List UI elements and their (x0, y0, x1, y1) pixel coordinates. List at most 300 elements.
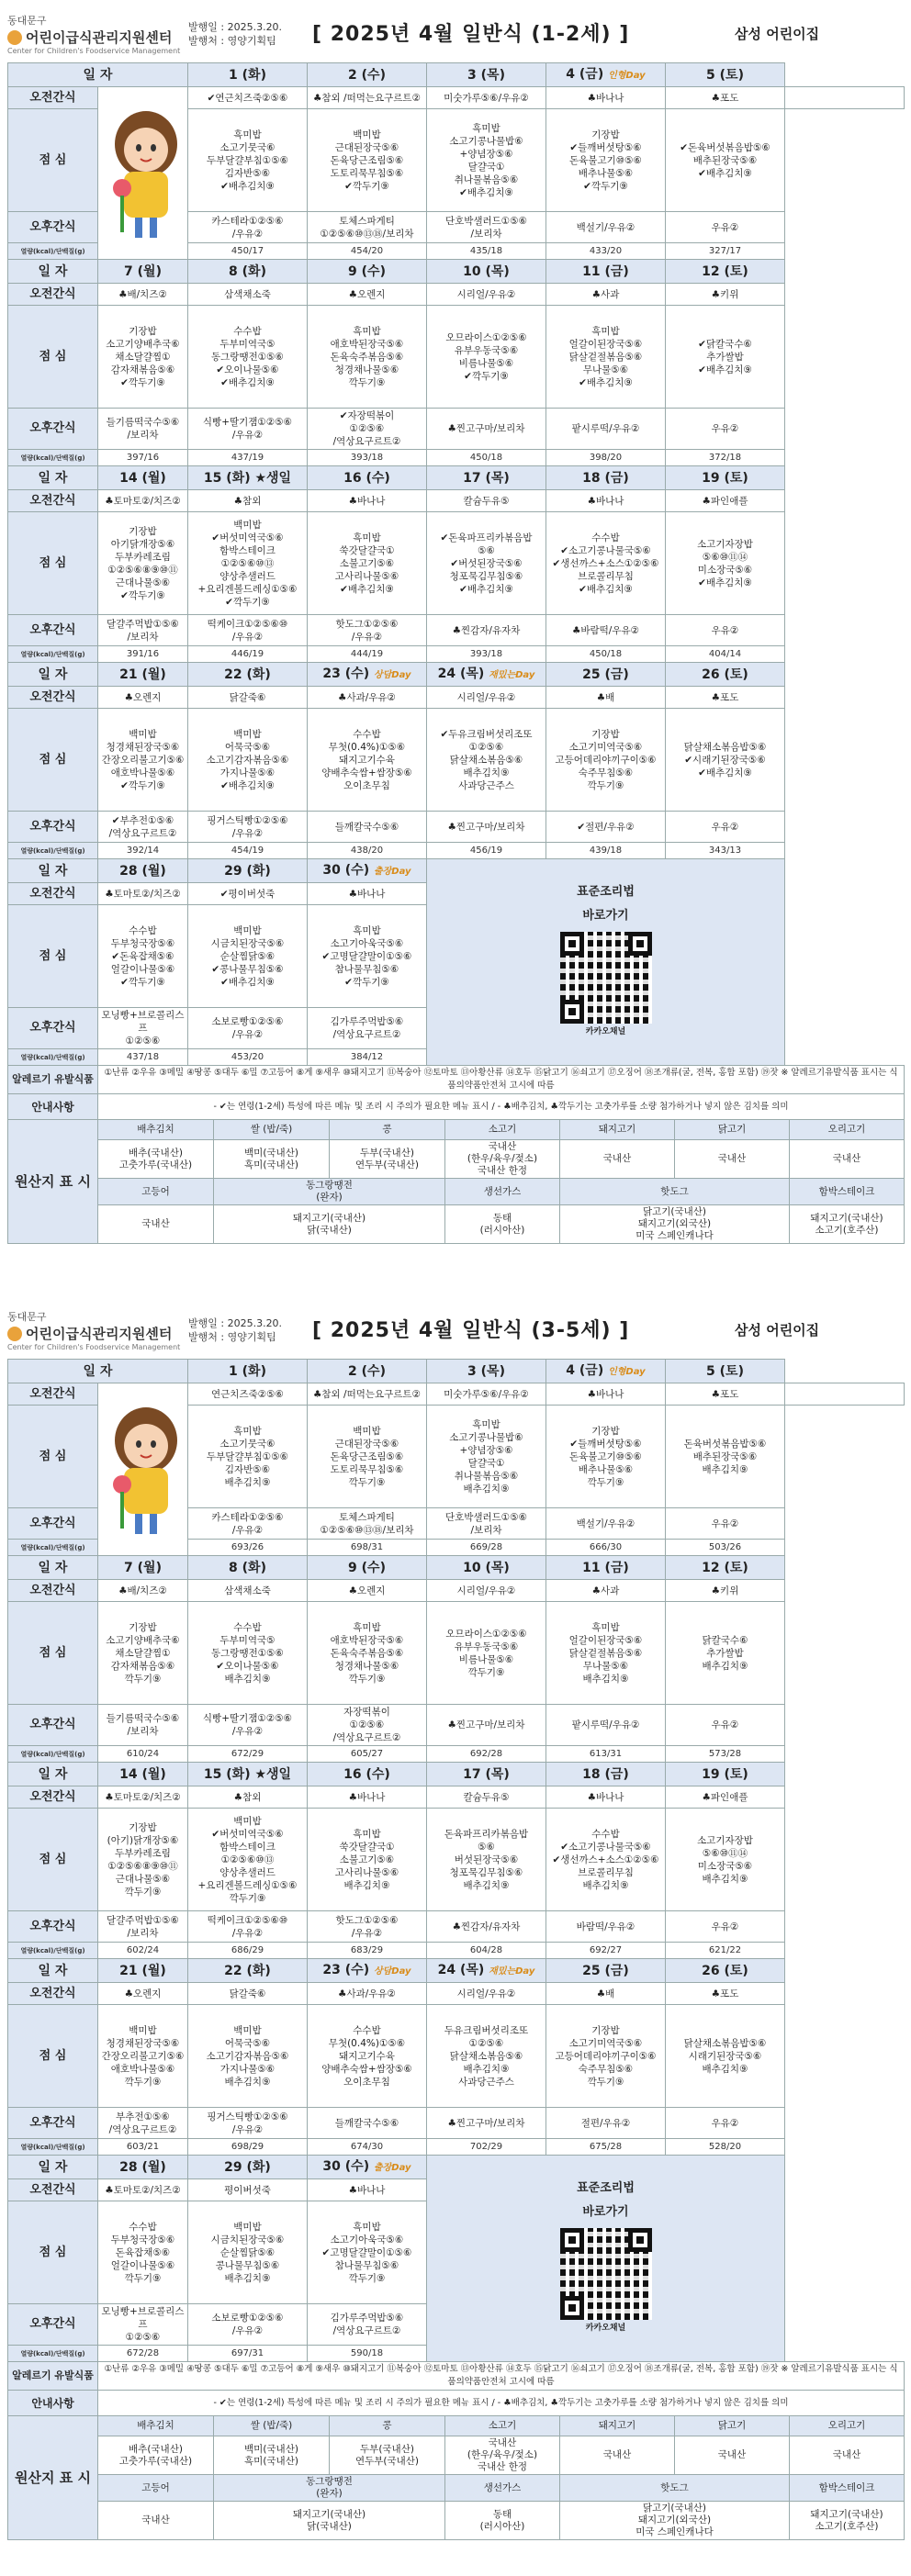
pm-snack-cell (188, 812, 308, 843)
lunch-cell (427, 306, 546, 409)
kcal-cell: 698/31 (308, 1540, 427, 1556)
menu-text: 식빵+딸기잼①②⑤⑥ /우유② (202, 417, 293, 441)
menu-text: 토체스파게티 ①②⑤⑥⑩⑬⑱/보리차 (320, 1511, 414, 1536)
date-text: 16 (수) (343, 1766, 390, 1782)
pm-snack-cell (427, 615, 546, 646)
origin-value: 국내산 (98, 2502, 214, 2540)
origin-header: 배추김치 (98, 1120, 214, 1140)
kcal-cell: 590/18 (308, 2346, 427, 2362)
menu-text: 오므라이스①②⑤⑥ 유부우동국⑤⑥ 비름나물⑤⑥ ✔깍두기⑨ (445, 331, 527, 382)
publish-info (188, 1316, 282, 1344)
pm-snack-cell (98, 812, 188, 843)
menu-text: 카스테라①②⑤⑥ /우유② (211, 215, 284, 240)
am-snack-label: 오전간식 (8, 87, 98, 109)
kcal-row (8, 450, 905, 466)
origin-header: 쌀 (밥/죽) (214, 1120, 330, 1140)
pm-snack-cell (666, 812, 785, 843)
origin-header: 오리고기 (790, 1120, 905, 1140)
menu-text: 들깨칼국수⑤⑥ (334, 2117, 399, 2129)
menu-text: 기장밥 소고기양배추국⑥ 채소달걀찜① 감자채볶음⑤⑥ 깍두기⑨ (106, 1621, 180, 1685)
kcal-cell: 435/18 (427, 243, 546, 260)
menu-text: ♣바람떡/우유② (571, 624, 640, 636)
menu-text: ♣사과/우유② (338, 691, 396, 703)
pm-snack-cell (427, 1911, 546, 1943)
date-text: 17 (목) (463, 470, 510, 486)
kcal-cell: 672/29 (188, 1746, 308, 1763)
am-snack-cell (546, 687, 666, 709)
menu-table (7, 1359, 905, 2416)
kcal-cell: 454/19 (188, 843, 308, 859)
am-snack-cell (188, 490, 308, 512)
am-snack-cell (546, 284, 666, 306)
date-cell (308, 663, 427, 687)
menu-text: 카스테라①②⑤⑥ /우유② (211, 1511, 284, 1536)
menu-text: 닭살채소볶음밥⑤⑥ 시래기된장국⑤⑥ 배추김치⑨ (683, 2037, 767, 2075)
date-row (8, 1763, 905, 1786)
pm-snack-cell (98, 2108, 188, 2139)
origin-header: 고등어 (98, 1179, 214, 1205)
am-snack-label: 오전간식 (8, 1983, 98, 2005)
pm-snack-row (8, 1911, 905, 1943)
notice-label: 안내사항 (8, 1094, 98, 1120)
am-snack-cell (98, 1983, 188, 2005)
am-snack-row (8, 687, 905, 709)
lunch-cell (188, 1406, 308, 1508)
kcal-cell: 372/18 (666, 450, 785, 466)
menu-text: 닭살채소볶음밥⑤⑥ ✔시래기된장국⑤⑥ ✔배추김치⑨ (683, 741, 767, 778)
menu-text: 닭갈죽⑥ (229, 1988, 266, 1999)
date-cell (546, 1959, 666, 1983)
menu-text: 달걀주먹밥①⑤⑥ /보리차 (107, 618, 179, 643)
lunch-cell (98, 709, 188, 812)
date-cell (98, 1959, 188, 1983)
kcal-cell: 454/20 (308, 243, 427, 260)
am-snack-cell (427, 687, 546, 709)
menu-text: ♣사과/우유② (338, 1988, 396, 1999)
date-cell (188, 2156, 308, 2179)
menu-text: 우유② (711, 1518, 739, 1529)
lunch-cell (98, 905, 188, 1008)
kcal-cell: 666/30 (546, 1540, 666, 1556)
menu-text: 흑미밥 소고기콩나물밥⑥ +양념장⑤⑥ 달걀국① 취나물볶음⑤⑥ ✔배추김치⑨ (449, 122, 523, 198)
notice-text: - ✔는 연령(1-2세) 특성에 따른 메뉴 및 조리 시 주의가 필요한 메뉴 표시 / - ♣배추김치, ♣깍두기는 고춧가루를 소량 첨가하거나 넣지 않은 김치를 의미 (98, 1094, 905, 1120)
lunch-cell (666, 2005, 785, 2108)
date-text: 28 (월) (119, 2159, 166, 2175)
menu-text: ♣배 (596, 1988, 615, 1999)
lunch-cell (546, 512, 666, 615)
date-text: 22 (화) (224, 1963, 271, 1978)
menu-text: ♣바나나 (348, 2184, 386, 2196)
origin-header: 함박스테이크 (790, 1179, 905, 1205)
kcal-cell: 621/22 (666, 1943, 785, 1959)
lunch-cell (98, 306, 188, 409)
date-text: 25 (금) (582, 1963, 629, 1978)
lunch-cell (308, 1406, 427, 1508)
date-cell (98, 859, 188, 883)
menu-text: 식빵+딸기잼①②⑤⑥ /우유② (202, 1713, 293, 1737)
menu-text: 바람떡/우유② (576, 1921, 635, 1932)
kcal-label: 열량(kcal)/단백질(g) (8, 2139, 98, 2156)
center-logo (7, 13, 182, 55)
origin-header: 돼지고기 (560, 1120, 675, 1140)
menu-text: 소고기자장밥 ⑤⑥⑩⑪⑭ 미소장국⑤⑥ ✔배추김치⑨ (697, 538, 753, 588)
origin-header: 생선가스 (445, 2475, 560, 2502)
kcal-cell: 392/14 (98, 843, 188, 859)
date-cell (98, 2156, 188, 2179)
date-text: 19 (토) (702, 470, 748, 486)
menu-text: 백미밥 근대된장국⑤⑥ 돈육당근조림⑤⑥ 도토리묵무침⑤⑥ 깍두기⑨ (330, 1425, 404, 1488)
lunch-cell (666, 306, 785, 409)
menu-text: 핫도그①②⑤⑥ /우유② (335, 618, 399, 643)
lunch-label: 점 심 (8, 2005, 98, 2108)
pm-snack-cell (666, 1705, 785, 1746)
lunch-cell (188, 1602, 308, 1705)
date-label: 일 자 (8, 663, 98, 687)
origin-value: 동태 (러시아산) (445, 2502, 560, 2540)
menu-text: 백미밥 시금치된장국⑤⑥ 순살찜닭⑤⑥ 콩나물무침⑤⑥ 배추김치⑨ (210, 2221, 285, 2284)
date-row (8, 466, 905, 490)
kcal-cell: 450/18 (546, 646, 666, 663)
date-cell (308, 859, 427, 883)
qr-code-icon[interactable] (560, 2228, 652, 2320)
origin-value: 국내산 (675, 1140, 790, 1179)
menu-text: 수수밥 무첫(0.4%)①⑤⑥ 돼지고기수육 양배추숙쌈+쌈장⑤⑥ 오이초무침 (321, 728, 412, 791)
lunch-label: 점 심 (8, 2201, 98, 2304)
menu-text: 팥시루떡/우유② (571, 423, 640, 434)
date-cell (188, 260, 308, 284)
date-cell (98, 260, 188, 284)
publisher: 발행처 : 영양기획팀 (188, 35, 276, 47)
am-snack-cell (546, 1786, 666, 1809)
date-label: 일 자 (8, 859, 98, 883)
date-cell (188, 663, 308, 687)
menu-text: ♣바나나 (587, 1388, 624, 1400)
date-row (8, 859, 905, 883)
menu-text: ♣찐고구마/보리차 (447, 423, 525, 434)
menu-text: 칼슘두유⑤ (463, 1791, 510, 1803)
pm-snack-label: 오후간식 (8, 409, 98, 450)
lunch-cell (427, 2005, 546, 2108)
am-snack-row (8, 1383, 905, 1406)
menu-text: 미숫가루⑤⑥/우유② (444, 1388, 529, 1400)
date-cell (188, 1360, 308, 1383)
origin-value: 닭고기(국내산) 돼지고기(외국산) 미국 스페인캐나다 (560, 1205, 790, 1244)
kcal-cell: 605/27 (308, 1746, 427, 1763)
origin-value: 국내산 (한우/육우/젖소) 국내산 한정 (445, 2436, 560, 2475)
kcal-label: 열량(kcal)/단백질(g) (8, 450, 98, 466)
am-snack-cell (308, 687, 427, 709)
am-snack-cell (98, 490, 188, 512)
origin-header: 배추김치 (98, 2416, 214, 2436)
am-snack-cell (308, 284, 427, 306)
menu-text: 돈육버섯볶음밥⑤⑥ 배추된장국⑤⑥ 배추김치⑨ (683, 1438, 767, 1475)
lunch-cell (546, 2005, 666, 2108)
kcal-cell: 686/29 (188, 1943, 308, 1959)
notice-label: 안내사항 (8, 2391, 98, 2416)
origin-value: 배추(국내산) 고춧가루(국내산) (98, 1140, 214, 1179)
lunch-cell (546, 1406, 666, 1508)
allergy-text: ①난류 ②우유 ③메밀 ④땅콩 ⑤대두 ⑥밀 ⑦고등어 ⑧게 ⑨새우 ⑩돼지고기 ⑪복숭아 ⑫토마토 ⑬아황산류 ⑭호두 ⑮닭고기 ⑯쇠고기 ⑰오징어 ⑱조개류(굴, 전복, 홍합 포함) ⑲잣 ※ 알레르기유발식품 표시는 식품의약품안전처 고시에 따름 (98, 2362, 905, 2391)
menu-text: ♣참외 /떠먹는요구르트② (313, 1388, 421, 1400)
date-cell (666, 1763, 785, 1786)
am-snack-cell (427, 1786, 546, 1809)
am-snack-cell (308, 490, 427, 512)
lunch-cell (188, 306, 308, 409)
menu-text: ♣참외 /떠먹는요구르트② (313, 92, 421, 104)
origin-value: 국내산 (98, 1205, 214, 1244)
date-text: 26 (토) (702, 1963, 748, 1978)
am-snack-cell (98, 284, 188, 306)
kcal-cell: 397/16 (98, 450, 188, 466)
menu-text: 칼슘두유⑤ (463, 495, 510, 507)
date-text: 29 (화) (224, 2159, 271, 2175)
date-cell (546, 1763, 666, 1786)
date-cell (308, 260, 427, 284)
kcal-cell: 450/18 (427, 450, 546, 466)
date-row (8, 1360, 905, 1383)
origin-header: 닭고기 (675, 1120, 790, 1140)
am-snack-label: 오전간식 (8, 687, 98, 709)
kcal-cell: 444/19 (308, 646, 427, 663)
date-text: 12 (토) (702, 263, 748, 279)
menu-text: 기장밥 소고기미역국⑤⑥ 고등어데리야끼구이⑤⑥ 숙주무침⑤⑥ 깍두기⑨ (555, 2024, 657, 2088)
origin-header: 함박스테이크 (790, 2475, 905, 2502)
pm-snack-cell (98, 1008, 188, 1049)
am-snack-cell (546, 490, 666, 512)
origin-value: 국내산 (675, 2436, 790, 2475)
pm-snack-cell (546, 212, 666, 243)
pm-snack-row (8, 615, 905, 646)
qr-title (429, 2182, 782, 2202)
am-snack-label: 오전간식 (8, 2179, 98, 2201)
date-text: 3 (목) (467, 67, 505, 83)
menu-text: ♣파인애플 (702, 1791, 748, 1803)
am-snack-cell (427, 1383, 546, 1406)
am-snack-cell (308, 883, 427, 905)
pm-snack-cell (188, 212, 308, 243)
am-snack-cell (546, 87, 666, 109)
origin-value: 동태 (러시아산) (445, 1205, 560, 1244)
lunch-cell (188, 1809, 308, 1911)
pm-snack-cell (427, 409, 546, 450)
date-cell (98, 1763, 188, 1786)
origin-value: 배추(국내산) 고춧가루(국내산) (98, 2436, 214, 2475)
menu-text: 백미밥 시금치된장국⑤⑥ 순살찜닭⑤⑥ ✔콩나물무침⑤⑥ ✔배추김치⑨ (210, 924, 285, 988)
date-label: 일 자 (8, 63, 188, 87)
origin-header: 소고기 (445, 1120, 560, 1140)
origin-value: 두부(국내산) 연두부(국내산) (330, 1140, 445, 1179)
lunch-cell (427, 1809, 546, 1911)
am-snack-cell (666, 687, 785, 709)
menu-text: 소고기자장밥 ⑤⑥⑩⑪⑭ 미소장국⑤⑥ 배추김치⑨ (697, 1834, 753, 1885)
pm-snack-cell (546, 1911, 666, 1943)
lunch-cell (188, 512, 308, 615)
menu-text: 수수밥 두부청국장⑤⑥ ✔돈육잡채⑤⑥ 얼갈이나물⑤⑥ ✔깍두기⑨ (110, 924, 175, 988)
menu-text: 수수밥 두부미역국⑤ 동그랑땡전①⑤⑥ ✔오이나물⑤⑥ ✔배추김치⑨ (211, 325, 284, 388)
menu-text: 닭칼국수⑥ 추가쌀밥 배추김치⑨ (702, 1634, 748, 1672)
menu-text: ♣찐고구마/보리차 (447, 821, 525, 833)
date-row (8, 1556, 905, 1580)
event-note: 상담Day (373, 1966, 411, 1977)
menu-text: ♣토마토②/치즈② (105, 1791, 181, 1803)
origin-value: 돼지고기(국내산) 닭(국내산) (214, 2502, 445, 2540)
date-text: 5 (토) (706, 1363, 744, 1379)
date-text: 16 (수) (343, 470, 390, 486)
lunch-row (8, 306, 905, 409)
am-snack-cell (666, 490, 785, 512)
menu-text: ♣찐고구마/보리차 (447, 2117, 525, 2129)
sheet-title: [ 2025년 4월 일반식 (3-5세) ] (312, 1319, 630, 1342)
menu-text: 흑미밥 얼갈이된장국⑤⑥ 닭살겉절볶음⑤⑥ 무나물⑤⑥ ✔배추김치⑨ (568, 325, 643, 388)
menu-text: 김가루주먹밥⑤⑥ /역상요구르트② (330, 2313, 404, 2336)
origin-header: 쌀 (밥/죽) (214, 2416, 330, 2436)
kcal-cell: 672/28 (98, 2346, 188, 2362)
kcal-row (8, 1746, 905, 1763)
menu-text: ♣찐감자/유자차 (452, 1921, 521, 1932)
kcal-cell: 437/18 (98, 1049, 188, 1066)
pm-snack-cell (308, 409, 427, 450)
am-snack-cell (188, 1983, 308, 2005)
menu-text: ♣토마토②/치즈② (105, 495, 181, 507)
menu-text: 돈육파프리카볶음밥 ⑤⑥ 버섯된장국⑤⑥ 청포묵김무침⑤⑥ 배추김치⑨ (444, 1828, 529, 1891)
date-cell (666, 1360, 785, 1383)
date-cell (666, 466, 785, 490)
date-cell (188, 466, 308, 490)
date-row (8, 260, 905, 284)
date-cell (98, 466, 188, 490)
event-note: 인형Day (608, 1366, 646, 1377)
am-snack-cell (98, 687, 188, 709)
date-cell (427, 260, 546, 284)
menu-text: ✔절편/우유② (577, 821, 635, 833)
pm-snack-cell (308, 1911, 427, 1943)
lunch-cell (427, 709, 546, 812)
lunch-cell (427, 1406, 546, 1508)
pm-snack-cell (308, 1705, 427, 1746)
menu-text: 흑미밥 소고기뭇국⑥ 두부달걀부침①⑤⑥ 김자반⑤⑥ 배추김치⑨ (206, 1425, 289, 1488)
menu-text: 떡케이크①②⑤⑥⑩ /우유② (207, 1914, 288, 1939)
date-text: 8 (화) (229, 1560, 266, 1575)
date-text: 4 (금) (566, 1362, 604, 1378)
qr-title-line1: 표준조리법 (577, 2181, 635, 2195)
kcal-cell: 603/21 (98, 2139, 188, 2156)
pm-snack-cell (546, 1705, 666, 1746)
date-text: 3 (목) (467, 1363, 505, 1379)
menu-text: 들깨칼국수⑤⑥ (334, 821, 399, 833)
menu-text: 모닝빵+브로콜리스프 ①②⑤⑥ (101, 1010, 185, 1047)
date-text: 15 (화) ★생일 (203, 470, 292, 486)
date-text: 23 (수) (322, 666, 370, 681)
date-text: 14 (월) (119, 470, 166, 486)
origin-label: 원산지 표 시 (8, 2416, 98, 2540)
origin-value: 두부(국내산) 연두부(국내산) (330, 2436, 445, 2475)
kcal-cell: 528/20 (666, 2139, 785, 2156)
menu-text: 삼색채소죽 (224, 1585, 271, 1596)
logo-name-row (7, 28, 182, 47)
pm-snack-cell (98, 615, 188, 646)
am-snack-row (8, 87, 905, 109)
origin-value: 국내산 (790, 2436, 905, 2475)
logo-english: Center for Children's Foodservice Management (7, 1343, 181, 1351)
menu-text: ♣바나나 (587, 1791, 624, 1803)
lunch-label: 점 심 (8, 905, 98, 1008)
lunch-row (8, 1602, 905, 1705)
lunch-cell (666, 1406, 785, 1508)
menu-text: ♣찐감자/유자차 (452, 624, 521, 636)
date-cell (308, 2156, 427, 2179)
lunch-cell (188, 709, 308, 812)
am-snack-cell (98, 1786, 188, 1809)
menu-sheet-2 (0, 1304, 911, 2540)
date-text: 1 (화) (229, 1363, 266, 1379)
lunch-cell (308, 512, 427, 615)
pm-snack-label: 오후간식 (8, 212, 98, 243)
am-snack-label: 오전간식 (8, 1786, 98, 1809)
allergy-label: 알레르기 유발식품 (8, 1066, 98, 1094)
pm-snack-cell (98, 1705, 188, 1746)
date-text: 29 (화) (224, 863, 271, 879)
date-cell (427, 63, 546, 87)
origin-header: 생선가스 (445, 1179, 560, 1205)
pm-snack-cell (427, 212, 546, 243)
pm-snack-row (8, 2108, 905, 2139)
logo-english: Center for Children's Foodservice Management (7, 47, 181, 55)
date-text: 2 (수) (348, 1363, 386, 1379)
am-snack-cell (308, 1983, 427, 2005)
date-text: 21 (월) (119, 666, 166, 682)
kcal-cell: 446/19 (188, 646, 308, 663)
lunch-cell (666, 1809, 785, 1911)
kcal-cell: 404/14 (666, 646, 785, 663)
kcal-cell: 702/29 (427, 2139, 546, 2156)
date-row (8, 1959, 905, 1983)
pm-snack-label: 오후간식 (8, 1911, 98, 1943)
origin-value: 백미(국내산) 흑미(국내산) (214, 2436, 330, 2475)
date-cell (546, 466, 666, 490)
date-cell (188, 1556, 308, 1580)
date-cell (427, 1360, 546, 1383)
sheet-header (0, 1304, 911, 1359)
menu-text: 수수밥 ✔소고기콩나물국⑤⑥ ✔생선까스+소스①②⑤⑥ 브로콜리무침 ✔배추김치⑨ (552, 532, 659, 595)
kcal-label: 열량(kcal)/단백질(g) (8, 243, 98, 260)
menu-text: 백미밥 ✔버섯미역국⑤⑥ 함박스테이크 ①②⑤⑥⑩⑬ 양상추샐러드 +요리겐볼드레싱①⑤⑥ 깍두기⑨ (197, 1815, 298, 1904)
date-cell (308, 63, 427, 87)
menu-text: 시리얼/우유② (456, 288, 516, 300)
recipe-qr-panel[interactable] (427, 2156, 785, 2362)
am-snack-row (8, 1983, 905, 2005)
am-snack-cell (188, 1383, 308, 1406)
logo-name: 어린이급식관리지원센터 (26, 1326, 173, 1342)
qr-title (429, 886, 782, 906)
am-snack-cell (427, 490, 546, 512)
lunch-row (8, 709, 905, 812)
menu-text: ✔두유크림버섯리조또 ①②⑤⑥ 닭살채소볶음⑤⑥ 배추김치⑨ 사과당근주스 (440, 728, 533, 791)
menu-text: 백미밥 청경채된장국⑤⑥ 간장오리불고기⑤⑥ 애호박나물⑤⑥ 깍두기⑨ (101, 2024, 185, 2088)
am-snack-cell (666, 284, 785, 306)
menu-text: ✔돈육파프리카볶음밥 ⑤⑥ ✔버섯된장국⑤⑥ 청포묵김무침⑤⑥ ✔배추김치⑨ (440, 532, 533, 595)
recipe-qr-panel[interactable] (427, 859, 785, 1066)
qr-code-icon[interactable] (560, 932, 652, 1024)
mascot-illustration (98, 1383, 188, 1556)
pm-snack-label: 오후간식 (8, 2108, 98, 2139)
date-text: 28 (월) (119, 863, 166, 879)
menu-text: ♣오렌지 (348, 288, 386, 300)
pm-snack-cell (666, 615, 785, 646)
kcal-cell: 604/28 (427, 1943, 546, 1959)
menu-text: ♣배/치즈② (118, 288, 167, 300)
menu-text: 핑거스틱빵①②⑤⑥ /우유② (207, 814, 288, 839)
pm-snack-cell (308, 2304, 427, 2346)
